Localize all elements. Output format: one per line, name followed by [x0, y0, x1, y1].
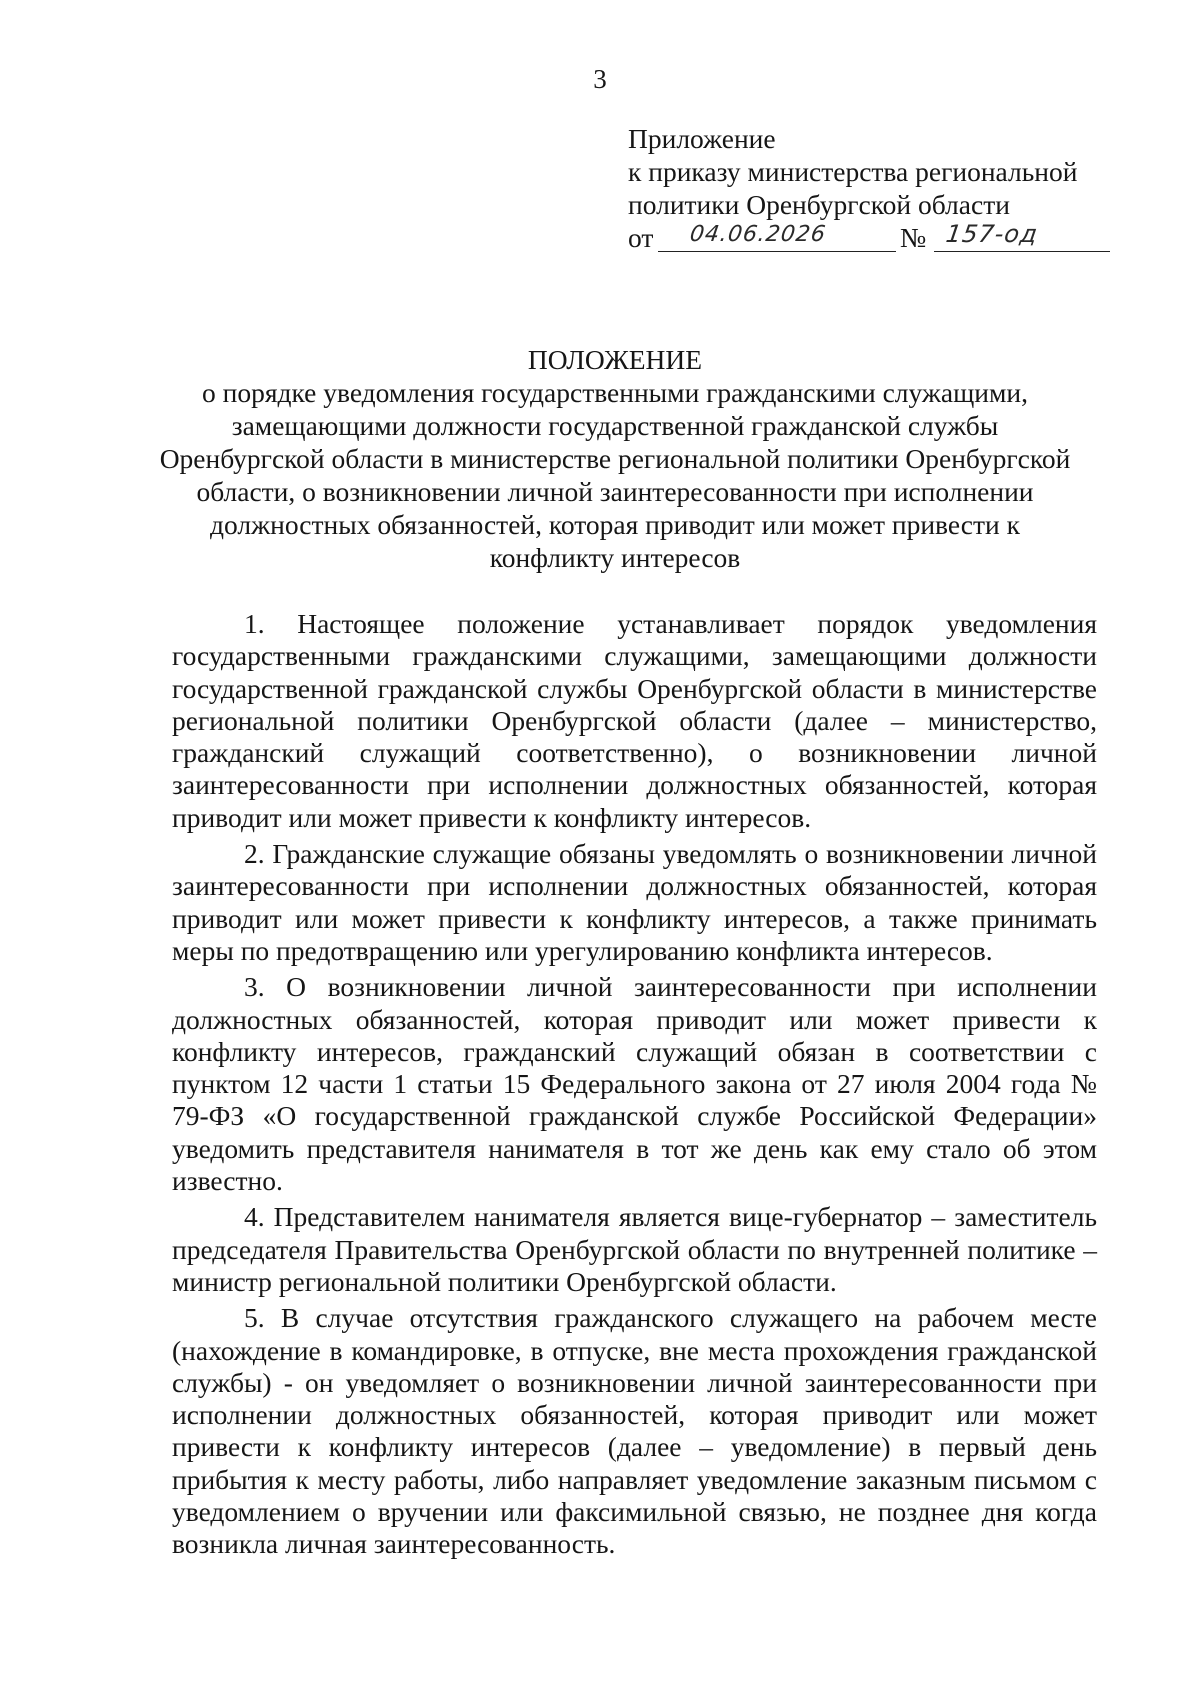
- order-number-label: №: [900, 222, 927, 253]
- order-number-underline: [934, 251, 1110, 252]
- order-reference: [628, 221, 1108, 261]
- appendix-line: политики Оренбургской области: [628, 189, 1010, 220]
- title-line: о порядке уведомления государственными гражданскими служащими,: [202, 377, 1028, 408]
- title-line: замещающими должности государственной гражданской службы: [231, 410, 999, 441]
- order-date-handwritten: 04.06.2026: [688, 222, 828, 247]
- title-line: Оренбургской области в министерстве региональной политики Оренбургской: [159, 443, 1071, 474]
- title-heading: ПОЛОЖЕНИЕ: [527, 344, 703, 375]
- order-date-label: от: [628, 222, 654, 253]
- title-line: области, о возникновении личной заинтересованности при исполнении: [196, 476, 1034, 507]
- appendix-line: Приложение: [628, 123, 776, 154]
- title-line: должностных обязанностей, которая приводит или может привести к: [210, 509, 1020, 540]
- order-number-handwritten: 157-од: [944, 220, 1040, 248]
- title-line: конфликту интересов: [489, 542, 741, 573]
- document-body: [172, 608, 1097, 1565]
- paragraph-4: 4. Представителем нанимателя является вице-губернатор – заместитель председателя Правительства Оренбургской области по внутренней политике – министр региональной политики Оренбургской области.: [172, 1201, 1097, 1297]
- paragraph-1: 1. Настоящее положение устанавливает порядок уведомления государственными гражданскими служащими, замещающими должности государственной гражданской службы Оренбургской области в министерстве региональной политики Оренбургской области (далее – министерство, гражданский служащий соответственно), о возникновении личной заинтересованности при исполнении должностных обязанностей, которая приводит или может привести к конфликту интересов.: [172, 608, 1097, 833]
- order-date-underline: [658, 251, 896, 252]
- appendix-block: [628, 122, 1108, 261]
- document-title: [150, 343, 1080, 574]
- appendix-line: к приказу министерства региональной: [628, 156, 1078, 187]
- paragraph-5: 5. В случае отсутствия гражданского служащего на рабочем месте (нахождение в командировке, в отпуске, вне места прохождения гражданской службы) - он уведомляет о возникновении личной заинтересованности при исполнении должностных обязанностей, которая приводит или может привести к конфликту интересов (далее – уведомление) в первый день прибытия к месту работы, либо направляет уведомление заказным письмом с уведомлением о вручении или факсимильной связью, не позднее дня когда возникла личная заинтересованность.: [172, 1302, 1097, 1560]
- paragraph-2: 2. Гражданские служащие обязаны уведомлять о возникновении личной заинтересованности при исполнении должностных обязанностей, которая приводит или может привести к конфликту интересов, а также принимать меры по предотвращению или урегулированию конфликта интересов.: [172, 838, 1097, 966]
- paragraph-3: 3. О возникновении личной заинтересованности при исполнении должностных обязанностей, которая приводит или может привести к конфликту интересов, гражданский служащий обязан в соответствии с пунктом 12 части 1 статьи 15 Федерального закона от 27 июля 2004 года № 79-ФЗ «О государственной гражданской службе Российской Федерации» уведомить представителя нанимателя в тот же день как ему стало об этом известно.: [172, 971, 1097, 1197]
- page-number: 3: [593, 64, 607, 94]
